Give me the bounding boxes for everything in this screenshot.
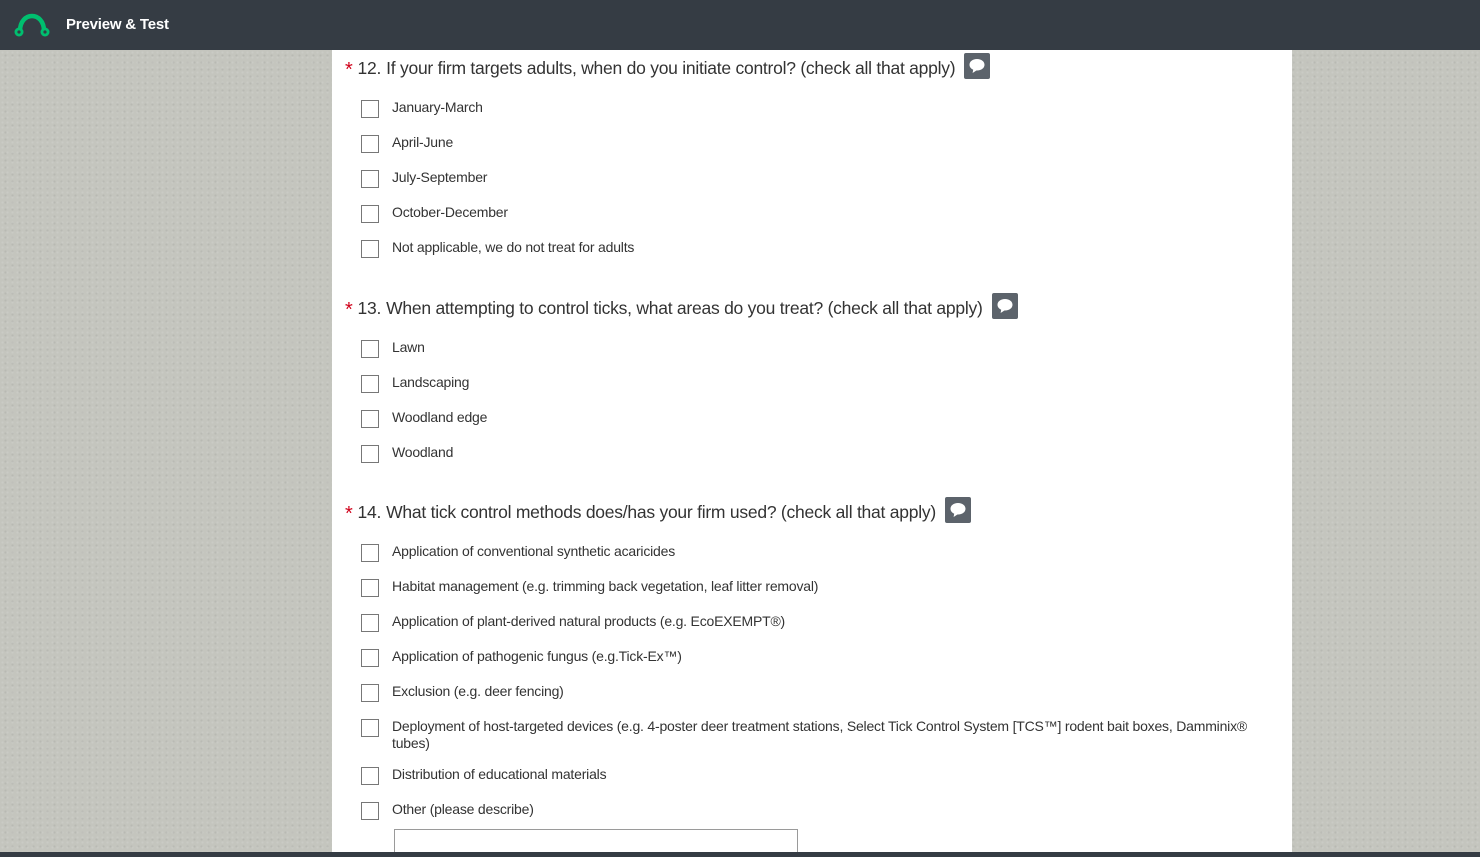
- question-number: 13.: [357, 297, 382, 318]
- option-row[interactable]: [361, 534, 1261, 569]
- checkbox[interactable]: [361, 614, 379, 632]
- options-list: [361, 330, 1261, 470]
- option-row[interactable]: [361, 160, 1261, 195]
- app-title: Preview & Test: [66, 16, 169, 33]
- question-title: [345, 55, 990, 81]
- surveymonkey-logo-icon[interactable]: [13, 11, 51, 39]
- question-number: 14.: [357, 501, 382, 522]
- checkbox[interactable]: [361, 767, 379, 785]
- option-row[interactable]: [361, 792, 1261, 827]
- option-label[interactable]: Application of pathogenic fungus (e.g.Tick-Ex™): [392, 648, 682, 664]
- option-row[interactable]: [361, 674, 1261, 709]
- checkbox[interactable]: [361, 579, 379, 597]
- other-description-input[interactable]: [394, 829, 798, 852]
- checkbox[interactable]: [361, 170, 379, 188]
- top-bar: [0, 0, 1480, 50]
- checkbox[interactable]: [361, 445, 379, 463]
- option-label[interactable]: October-December: [392, 204, 508, 220]
- required-marker: *: [345, 58, 353, 81]
- question-text: When attempting to control ticks, what areas do you treat? (check all that apply): [386, 297, 983, 318]
- checkbox[interactable]: [361, 544, 379, 562]
- checkbox[interactable]: [361, 205, 379, 223]
- question-number: 12.: [357, 57, 382, 78]
- checkbox[interactable]: [361, 135, 379, 153]
- option-label[interactable]: Deployment of host-targeted devices (e.g. 4-poster deer treatment stations, Select Tick Control System [TCS™] rodent bait boxes, Damminix® tubes): [392, 718, 1247, 751]
- option-row[interactable]: [361, 569, 1261, 604]
- comment-icon[interactable]: [964, 53, 990, 79]
- options-list: [361, 534, 1261, 827]
- checkbox[interactable]: [361, 100, 379, 118]
- question-title: [345, 499, 971, 525]
- checkbox[interactable]: [361, 410, 379, 428]
- option-label[interactable]: Exclusion (e.g. deer fencing): [392, 683, 564, 699]
- option-label[interactable]: Application of plant-derived natural products (e.g. EcoEXEMPT®): [392, 613, 786, 629]
- checkbox[interactable]: [361, 802, 379, 820]
- option-label[interactable]: Landscaping: [392, 374, 470, 390]
- comment-icon[interactable]: [945, 497, 971, 523]
- survey-page: [332, 50, 1292, 852]
- option-label[interactable]: Woodland edge: [392, 409, 488, 425]
- option-row[interactable]: [361, 604, 1261, 639]
- option-label[interactable]: January-March: [392, 99, 483, 115]
- option-row[interactable]: [361, 230, 1261, 265]
- option-row[interactable]: [361, 639, 1261, 674]
- option-label[interactable]: Habitat management (e.g. trimming back vegetation, leaf litter removal): [392, 578, 819, 594]
- option-row[interactable]: [361, 125, 1261, 160]
- option-label[interactable]: July-September: [392, 169, 488, 185]
- required-marker: *: [345, 502, 353, 525]
- comment-icon[interactable]: [992, 293, 1018, 319]
- checkbox[interactable]: [361, 240, 379, 258]
- option-label[interactable]: Lawn: [392, 339, 425, 355]
- option-label[interactable]: Application of conventional synthetic acaricides: [392, 543, 676, 559]
- checkbox[interactable]: [361, 649, 379, 667]
- question-text: If your firm targets adults, when do you initiate control? (check all that apply): [386, 57, 956, 78]
- option-label[interactable]: Other (please describe): [392, 801, 534, 817]
- option-label[interactable]: Woodland: [392, 444, 454, 460]
- options-list: [361, 90, 1261, 265]
- option-label[interactable]: Distribution of educational materials: [392, 766, 607, 782]
- option-row[interactable]: [361, 400, 1261, 435]
- question-title: [345, 295, 1018, 321]
- required-marker: *: [345, 298, 353, 321]
- checkbox[interactable]: [361, 375, 379, 393]
- option-row[interactable]: [361, 435, 1261, 470]
- option-label[interactable]: Not applicable, we do not treat for adults: [392, 239, 635, 255]
- checkbox[interactable]: [361, 684, 379, 702]
- option-row[interactable]: [361, 330, 1261, 365]
- option-row[interactable]: [361, 709, 1261, 757]
- checkbox[interactable]: [361, 340, 379, 358]
- option-label[interactable]: April-June: [392, 134, 454, 150]
- option-row[interactable]: [361, 90, 1261, 125]
- question-text: What tick control methods does/has your firm used? (check all that apply): [386, 501, 936, 522]
- option-row[interactable]: [361, 195, 1261, 230]
- option-row[interactable]: [361, 365, 1261, 400]
- bottom-bar: [0, 852, 1480, 857]
- option-row[interactable]: [361, 757, 1261, 792]
- checkbox[interactable]: [361, 719, 379, 737]
